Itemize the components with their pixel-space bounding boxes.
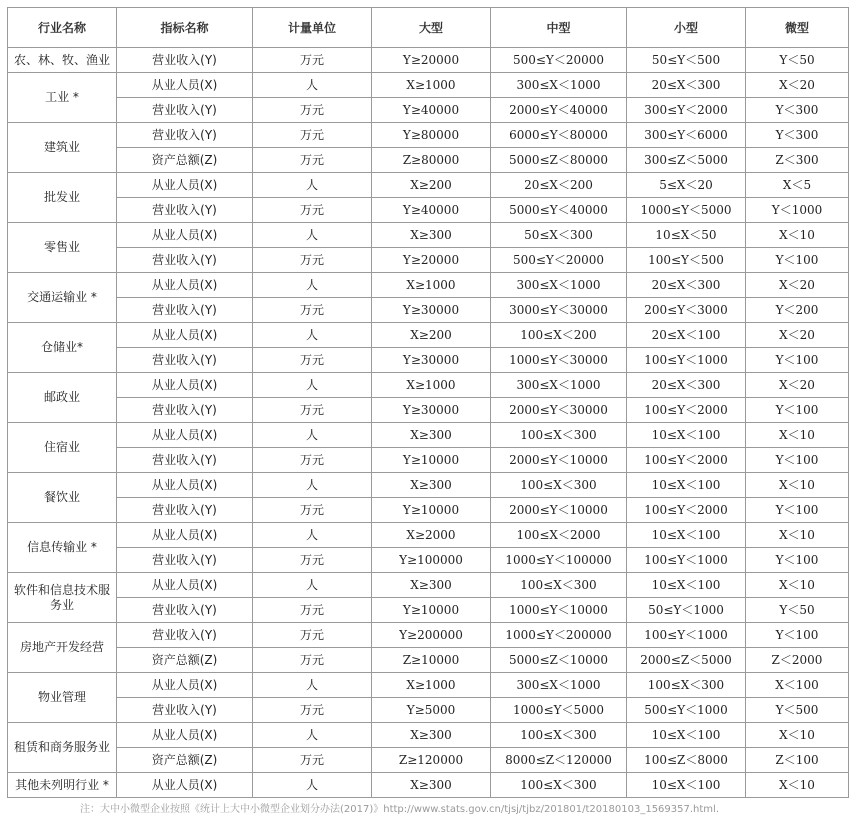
large-threshold-cell: Y≥100000 — [372, 548, 491, 573]
industry-name-cell: 租赁和商务服务业 — [8, 723, 117, 773]
medium-threshold-cell: 100≤X＜300 — [491, 573, 627, 598]
small-threshold-cell: 5≤X＜20 — [627, 173, 746, 198]
small-threshold-cell: 100≤Y＜2000 — [627, 398, 746, 423]
industry-name-cell: 餐饮业 — [8, 473, 117, 523]
large-threshold-cell: X≥300 — [372, 573, 491, 598]
indicator-cell: 营业收入(Y) — [117, 448, 253, 473]
table-row — [8, 498, 849, 523]
unit-cell: 人 — [253, 773, 372, 798]
large-threshold-cell: X≥1000 — [372, 73, 491, 98]
table-row — [8, 748, 849, 773]
small-threshold-cell: 100≤Y＜2000 — [627, 498, 746, 523]
unit-cell: 人 — [253, 523, 372, 548]
medium-threshold-cell: 100≤X＜200 — [491, 323, 627, 348]
table-row — [8, 223, 849, 248]
header-large: 大型 — [372, 8, 491, 48]
unit-cell: 万元 — [253, 698, 372, 723]
micro-threshold-cell: Y＜100 — [746, 623, 849, 648]
large-threshold-cell: X≥300 — [372, 223, 491, 248]
indicator-cell: 从业人员(X) — [117, 323, 253, 348]
unit-cell: 万元 — [253, 248, 372, 273]
indicator-cell: 从业人员(X) — [117, 273, 253, 298]
industry-name-cell: 房地产开发经营 — [8, 623, 117, 673]
micro-threshold-cell: X＜10 — [746, 723, 849, 748]
table-row — [8, 73, 849, 98]
micro-threshold-cell: Y＜100 — [746, 448, 849, 473]
table-row — [8, 448, 849, 473]
small-threshold-cell: 1000≤Y＜5000 — [627, 198, 746, 223]
table-row — [8, 423, 849, 448]
indicator-cell: 从业人员(X) — [117, 173, 253, 198]
medium-threshold-cell: 500≤Y＜20000 — [491, 48, 627, 73]
medium-threshold-cell: 1000≤Y＜5000 — [491, 698, 627, 723]
industry-name-cell: 邮政业 — [8, 373, 117, 423]
small-threshold-cell: 10≤X＜50 — [627, 223, 746, 248]
indicator-cell: 从业人员(X) — [117, 423, 253, 448]
indicator-cell: 从业人员(X) — [117, 773, 253, 798]
micro-threshold-cell: Y＜100 — [746, 348, 849, 373]
small-threshold-cell: 500≤Y＜1000 — [627, 698, 746, 723]
medium-threshold-cell: 100≤X＜300 — [491, 773, 627, 798]
small-threshold-cell: 100≤Y＜2000 — [627, 448, 746, 473]
unit-cell: 万元 — [253, 498, 372, 523]
table-row — [8, 98, 849, 123]
micro-threshold-cell: Y＜200 — [746, 298, 849, 323]
indicator-cell: 从业人员(X) — [117, 73, 253, 98]
large-threshold-cell: Z≥80000 — [372, 148, 491, 173]
medium-threshold-cell: 2000≤Y＜10000 — [491, 448, 627, 473]
table-row — [8, 148, 849, 173]
large-threshold-cell: Y≥10000 — [372, 448, 491, 473]
table-row — [8, 248, 849, 273]
medium-threshold-cell: 300≤X＜1000 — [491, 373, 627, 398]
unit-cell: 万元 — [253, 648, 372, 673]
micro-threshold-cell: X＜10 — [746, 573, 849, 598]
industry-name-cell: 零售业 — [8, 223, 117, 273]
industry-name-cell: 交通运输业 * — [8, 273, 117, 323]
micro-threshold-cell: X＜20 — [746, 373, 849, 398]
industry-name-cell: 批发业 — [8, 173, 117, 223]
unit-cell: 万元 — [253, 623, 372, 648]
small-threshold-cell: 20≤X＜300 — [627, 273, 746, 298]
indicator-cell: 营业收入(Y) — [117, 248, 253, 273]
large-threshold-cell: X≥300 — [372, 423, 491, 448]
large-threshold-cell: Z≥120000 — [372, 748, 491, 773]
indicator-cell: 营业收入(Y) — [117, 698, 253, 723]
industry-name-cell: 仓储业* — [8, 323, 117, 373]
table-row — [8, 298, 849, 323]
small-threshold-cell: 200≤Y＜3000 — [627, 298, 746, 323]
small-threshold-cell: 300≤Y＜6000 — [627, 123, 746, 148]
header-small: 小型 — [627, 8, 746, 48]
unit-cell: 万元 — [253, 198, 372, 223]
medium-threshold-cell: 5000≤Y＜40000 — [491, 198, 627, 223]
unit-cell: 人 — [253, 573, 372, 598]
micro-threshold-cell: X＜10 — [746, 223, 849, 248]
small-threshold-cell: 2000≤Z＜5000 — [627, 648, 746, 673]
table-row — [8, 623, 849, 648]
table-row — [8, 198, 849, 223]
industry-name-cell: 工业 * — [8, 73, 117, 123]
micro-threshold-cell: Y＜100 — [746, 398, 849, 423]
medium-threshold-cell: 5000≤Z＜80000 — [491, 148, 627, 173]
medium-threshold-cell: 300≤X＜1000 — [491, 673, 627, 698]
table-row — [8, 48, 849, 73]
indicator-cell: 营业收入(Y) — [117, 623, 253, 648]
small-threshold-cell: 100≤Y＜1000 — [627, 548, 746, 573]
header-micro: 微型 — [746, 8, 849, 48]
micro-threshold-cell: X＜100 — [746, 673, 849, 698]
table-row — [8, 698, 849, 723]
medium-threshold-cell: 2000≤Y＜30000 — [491, 398, 627, 423]
small-threshold-cell: 20≤X＜300 — [627, 373, 746, 398]
medium-threshold-cell: 100≤X＜300 — [491, 473, 627, 498]
large-threshold-cell: Y≥10000 — [372, 498, 491, 523]
industry-name-cell: 信息传输业 * — [8, 523, 117, 573]
micro-threshold-cell: X＜20 — [746, 323, 849, 348]
micro-threshold-cell: Y＜50 — [746, 598, 849, 623]
table-row — [8, 648, 849, 673]
large-threshold-cell: Y≥80000 — [372, 123, 491, 148]
unit-cell: 万元 — [253, 748, 372, 773]
small-threshold-cell: 100≤X＜300 — [627, 673, 746, 698]
large-threshold-cell: X≥2000 — [372, 523, 491, 548]
large-threshold-cell: X≥300 — [372, 773, 491, 798]
large-threshold-cell: Y≥30000 — [372, 398, 491, 423]
indicator-cell: 营业收入(Y) — [117, 598, 253, 623]
small-threshold-cell: 10≤X＜100 — [627, 473, 746, 498]
indicator-cell: 从业人员(X) — [117, 473, 253, 498]
unit-cell: 万元 — [253, 48, 372, 73]
industry-name-cell: 其他未列明行业 * — [8, 773, 117, 798]
small-threshold-cell: 300≤Z＜5000 — [627, 148, 746, 173]
small-threshold-cell: 10≤X＜100 — [627, 773, 746, 798]
micro-threshold-cell: X＜20 — [746, 273, 849, 298]
indicator-cell: 从业人员(X) — [117, 373, 253, 398]
table-row — [8, 723, 849, 748]
unit-cell: 万元 — [253, 348, 372, 373]
micro-threshold-cell: X＜10 — [746, 473, 849, 498]
medium-threshold-cell: 100≤X＜300 — [491, 423, 627, 448]
large-threshold-cell: Y≥30000 — [372, 298, 491, 323]
indicator-cell: 从业人员(X) — [117, 523, 253, 548]
large-threshold-cell: Y≥40000 — [372, 98, 491, 123]
large-threshold-cell: X≥300 — [372, 473, 491, 498]
table-row — [8, 573, 849, 598]
large-threshold-cell: Y≥30000 — [372, 348, 491, 373]
unit-cell: 万元 — [253, 548, 372, 573]
small-threshold-cell: 50≤Y＜500 — [627, 48, 746, 73]
small-threshold-cell: 10≤X＜100 — [627, 723, 746, 748]
large-threshold-cell: X≥300 — [372, 723, 491, 748]
medium-threshold-cell: 20≤X＜200 — [491, 173, 627, 198]
unit-cell: 人 — [253, 323, 372, 348]
header-indicator: 指标名称 — [117, 8, 253, 48]
small-threshold-cell: 10≤X＜100 — [627, 523, 746, 548]
large-threshold-cell: Y≥5000 — [372, 698, 491, 723]
large-threshold-cell: X≥200 — [372, 323, 491, 348]
medium-threshold-cell: 300≤X＜1000 — [491, 73, 627, 98]
indicator-cell: 营业收入(Y) — [117, 498, 253, 523]
unit-cell: 人 — [253, 373, 372, 398]
industry-name-cell: 软件和信息技术服务业 — [8, 573, 117, 623]
medium-threshold-cell: 8000≤Z＜120000 — [491, 748, 627, 773]
medium-threshold-cell: 3000≤Y＜30000 — [491, 298, 627, 323]
micro-threshold-cell: Y＜100 — [746, 548, 849, 573]
unit-cell: 万元 — [253, 298, 372, 323]
medium-threshold-cell: 2000≤Y＜10000 — [491, 498, 627, 523]
indicator-cell: 营业收入(Y) — [117, 48, 253, 73]
small-threshold-cell: 100≤Y＜1000 — [627, 348, 746, 373]
indicator-cell: 资产总额(Z) — [117, 148, 253, 173]
industry-name-cell: 农、林、牧、渔业 — [8, 48, 117, 73]
unit-cell: 人 — [253, 673, 372, 698]
indicator-cell: 营业收入(Y) — [117, 98, 253, 123]
industry-name-cell: 住宿业 — [8, 423, 117, 473]
medium-threshold-cell: 50≤X＜300 — [491, 223, 627, 248]
table-row — [8, 398, 849, 423]
table-body — [8, 48, 849, 798]
micro-threshold-cell: Z＜2000 — [746, 648, 849, 673]
micro-threshold-cell: X＜10 — [746, 773, 849, 798]
micro-threshold-cell: Y＜300 — [746, 98, 849, 123]
unit-cell: 人 — [253, 73, 372, 98]
large-threshold-cell: Z≥10000 — [372, 648, 491, 673]
indicator-cell: 营业收入(Y) — [117, 348, 253, 373]
indicator-cell: 营业收入(Y) — [117, 123, 253, 148]
micro-threshold-cell: X＜10 — [746, 423, 849, 448]
industry-name-cell: 物业管理 — [8, 673, 117, 723]
medium-threshold-cell: 2000≤Y＜40000 — [491, 98, 627, 123]
unit-cell: 人 — [253, 723, 372, 748]
indicator-cell: 资产总额(Z) — [117, 648, 253, 673]
unit-cell: 人 — [253, 223, 372, 248]
small-threshold-cell: 100≤Z＜8000 — [627, 748, 746, 773]
medium-threshold-cell: 1000≤Y＜30000 — [491, 348, 627, 373]
micro-threshold-cell: Z＜300 — [746, 148, 849, 173]
table-row — [8, 548, 849, 573]
table-row — [8, 523, 849, 548]
indicator-cell: 营业收入(Y) — [117, 298, 253, 323]
medium-threshold-cell: 500≤Y＜20000 — [491, 248, 627, 273]
medium-threshold-cell: 1000≤Y＜10000 — [491, 598, 627, 623]
table-row — [8, 173, 849, 198]
large-threshold-cell: X≥1000 — [372, 373, 491, 398]
micro-threshold-cell: X＜20 — [746, 73, 849, 98]
enterprise-size-classification-table — [7, 7, 849, 798]
indicator-cell: 从业人员(X) — [117, 723, 253, 748]
table-row — [8, 473, 849, 498]
header-unit: 计量单位 — [253, 8, 372, 48]
unit-cell: 人 — [253, 423, 372, 448]
micro-threshold-cell: X＜5 — [746, 173, 849, 198]
micro-threshold-cell: Y＜500 — [746, 698, 849, 723]
micro-threshold-cell: Y＜100 — [746, 498, 849, 523]
large-threshold-cell: X≥1000 — [372, 673, 491, 698]
unit-cell: 人 — [253, 473, 372, 498]
large-threshold-cell: Y≥20000 — [372, 248, 491, 273]
medium-threshold-cell: 6000≤Y＜80000 — [491, 123, 627, 148]
unit-cell: 万元 — [253, 148, 372, 173]
table-row — [8, 673, 849, 698]
unit-cell: 万元 — [253, 448, 372, 473]
small-threshold-cell: 100≤Y＜1000 — [627, 623, 746, 648]
table-row — [8, 123, 849, 148]
medium-threshold-cell: 100≤X＜300 — [491, 723, 627, 748]
header-industry: 行业名称 — [8, 8, 117, 48]
classification-table-container — [7, 7, 848, 798]
medium-threshold-cell: 1000≤Y＜200000 — [491, 623, 627, 648]
indicator-cell: 从业人员(X) — [117, 673, 253, 698]
table-row — [8, 373, 849, 398]
header-medium: 中型 — [491, 8, 627, 48]
unit-cell: 万元 — [253, 598, 372, 623]
table-row — [8, 323, 849, 348]
footnote: 注：大中小微型企业按照《统计上大中小微型企业划分办法(2017)》http://www.stats.gov.cn/tjsj/tjbz/201801/t20180103_1569357.html. — [80, 804, 719, 815]
large-threshold-cell: X≥200 — [372, 173, 491, 198]
indicator-cell: 营业收入(Y) — [117, 398, 253, 423]
micro-threshold-cell: Y＜50 — [746, 48, 849, 73]
indicator-cell: 资产总额(Z) — [117, 748, 253, 773]
unit-cell: 万元 — [253, 398, 372, 423]
micro-threshold-cell: Y＜300 — [746, 123, 849, 148]
indicator-cell: 营业收入(Y) — [117, 548, 253, 573]
industry-name-cell: 建筑业 — [8, 123, 117, 173]
unit-cell: 万元 — [253, 123, 372, 148]
micro-threshold-cell: Y＜1000 — [746, 198, 849, 223]
table-row — [8, 348, 849, 373]
small-threshold-cell: 300≤Y＜2000 — [627, 98, 746, 123]
table-row — [8, 598, 849, 623]
small-threshold-cell: 100≤Y＜500 — [627, 248, 746, 273]
small-threshold-cell: 50≤Y＜1000 — [627, 598, 746, 623]
unit-cell: 人 — [253, 273, 372, 298]
indicator-cell: 营业收入(Y) — [117, 198, 253, 223]
indicator-cell: 从业人员(X) — [117, 573, 253, 598]
small-threshold-cell: 20≤X＜300 — [627, 73, 746, 98]
indicator-cell: 从业人员(X) — [117, 223, 253, 248]
table-header-row — [8, 8, 849, 48]
medium-threshold-cell: 100≤X＜2000 — [491, 523, 627, 548]
micro-threshold-cell: Y＜100 — [746, 248, 849, 273]
small-threshold-cell: 10≤X＜100 — [627, 423, 746, 448]
large-threshold-cell: X≥1000 — [372, 273, 491, 298]
medium-threshold-cell: 1000≤Y＜100000 — [491, 548, 627, 573]
small-threshold-cell: 20≤X＜100 — [627, 323, 746, 348]
micro-threshold-cell: X＜10 — [746, 523, 849, 548]
small-threshold-cell: 10≤X＜100 — [627, 573, 746, 598]
medium-threshold-cell: 5000≤Z＜10000 — [491, 648, 627, 673]
micro-threshold-cell: Z＜100 — [746, 748, 849, 773]
large-threshold-cell: Y≥40000 — [372, 198, 491, 223]
large-threshold-cell: Y≥200000 — [372, 623, 491, 648]
unit-cell: 人 — [253, 173, 372, 198]
table-row — [8, 773, 849, 798]
medium-threshold-cell: 300≤X＜1000 — [491, 273, 627, 298]
large-threshold-cell: Y≥20000 — [372, 48, 491, 73]
table-row — [8, 273, 849, 298]
large-threshold-cell: Y≥10000 — [372, 598, 491, 623]
unit-cell: 万元 — [253, 98, 372, 123]
